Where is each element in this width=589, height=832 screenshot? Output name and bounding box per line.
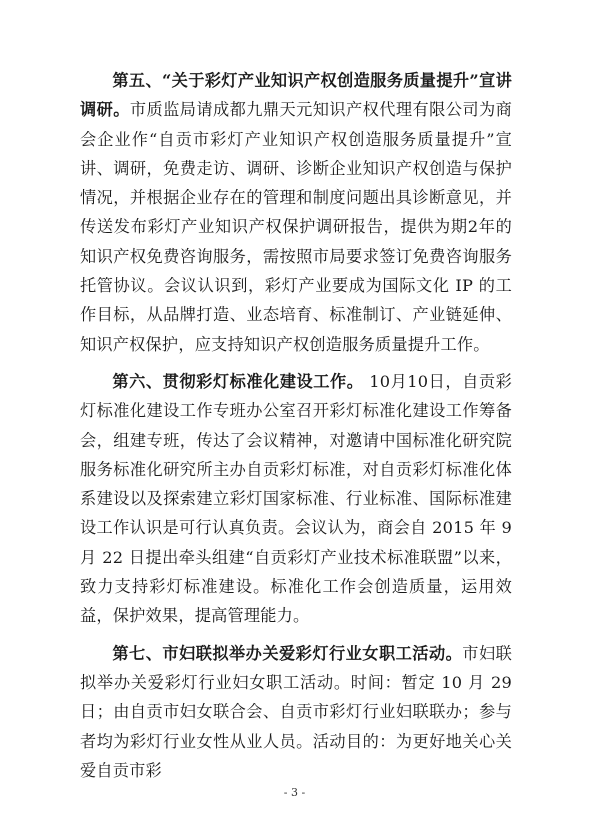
paragraph-6	[80, 367, 512, 631]
paragraph-7	[80, 639, 512, 785]
paragraph-6-text: 10月10日，自贡彩灯标准化建设工作专班办公室召开彩灯标准化建设工作筹备会，组建专班，传达了会议精神，对邀请中国标准化研究院服务标准化研究所主办自贡彩灯标准，对自贡彩灯标准化体系建设以及探索建立彩灯国家标准、行业标准、国际标准建设工作认识是可行认真负责。会议认为，商会自 2015 年 9 月 22 日提出牵头组建“自贡彩灯产业技术标准联盟”以来，致力支持彩灯标准建设。标准化工作会创造质量，运用效益，保护效果，提高管理能力。	[80, 371, 513, 626]
paragraph-7-text: 市妇联拟举办关爱彩灯行业妇女职工活动。时间：暂定 10 月 29 日；由自贡市妇女联合会、自贡市彩灯行业妇联联办；参与者均为彩灯行业女性从业人员。活动目的：为更好地关心关爱自贡市彩	[80, 643, 512, 780]
paragraph-5-heading: 第五、“关于彩灯产业知识产权创造服务质量提升”宣讲调研。	[80, 71, 512, 120]
page-number: - 3 -	[283, 786, 306, 799]
paragraph-6-heading: 第六、贯彻彩灯标准化建设工作。	[112, 371, 364, 391]
paragraph-5	[80, 66, 512, 359]
paragraph-5-text: 市质监局请成都九鼎天元知识产权代理有限公司为商会企业作“自贡市彩灯产业知识产权创造服务质量提升”宣讲、调研，免费走访、调研、诊断企业知识产权创造与保护情况，并根据企业存在的管理和制度问题出具诊断意见，并传送发布彩灯产业知识产权保护调研报告，提供为期2年的知识产权免费咨询服务，需按照市局要求签订免费咨询服务托管协议。会议认识到，彩灯产业要成为国际文化 IP 的工作目标，从品牌打造、业态培育、标准制订、产业链延伸、知识产权保护，应支持知识产权创造服务质量提升工作。	[80, 100, 512, 354]
document-body	[80, 66, 512, 793]
paragraph-7-heading: 第七、市妇联拟举办关爱彩灯行业女职工活动。	[112, 643, 463, 663]
